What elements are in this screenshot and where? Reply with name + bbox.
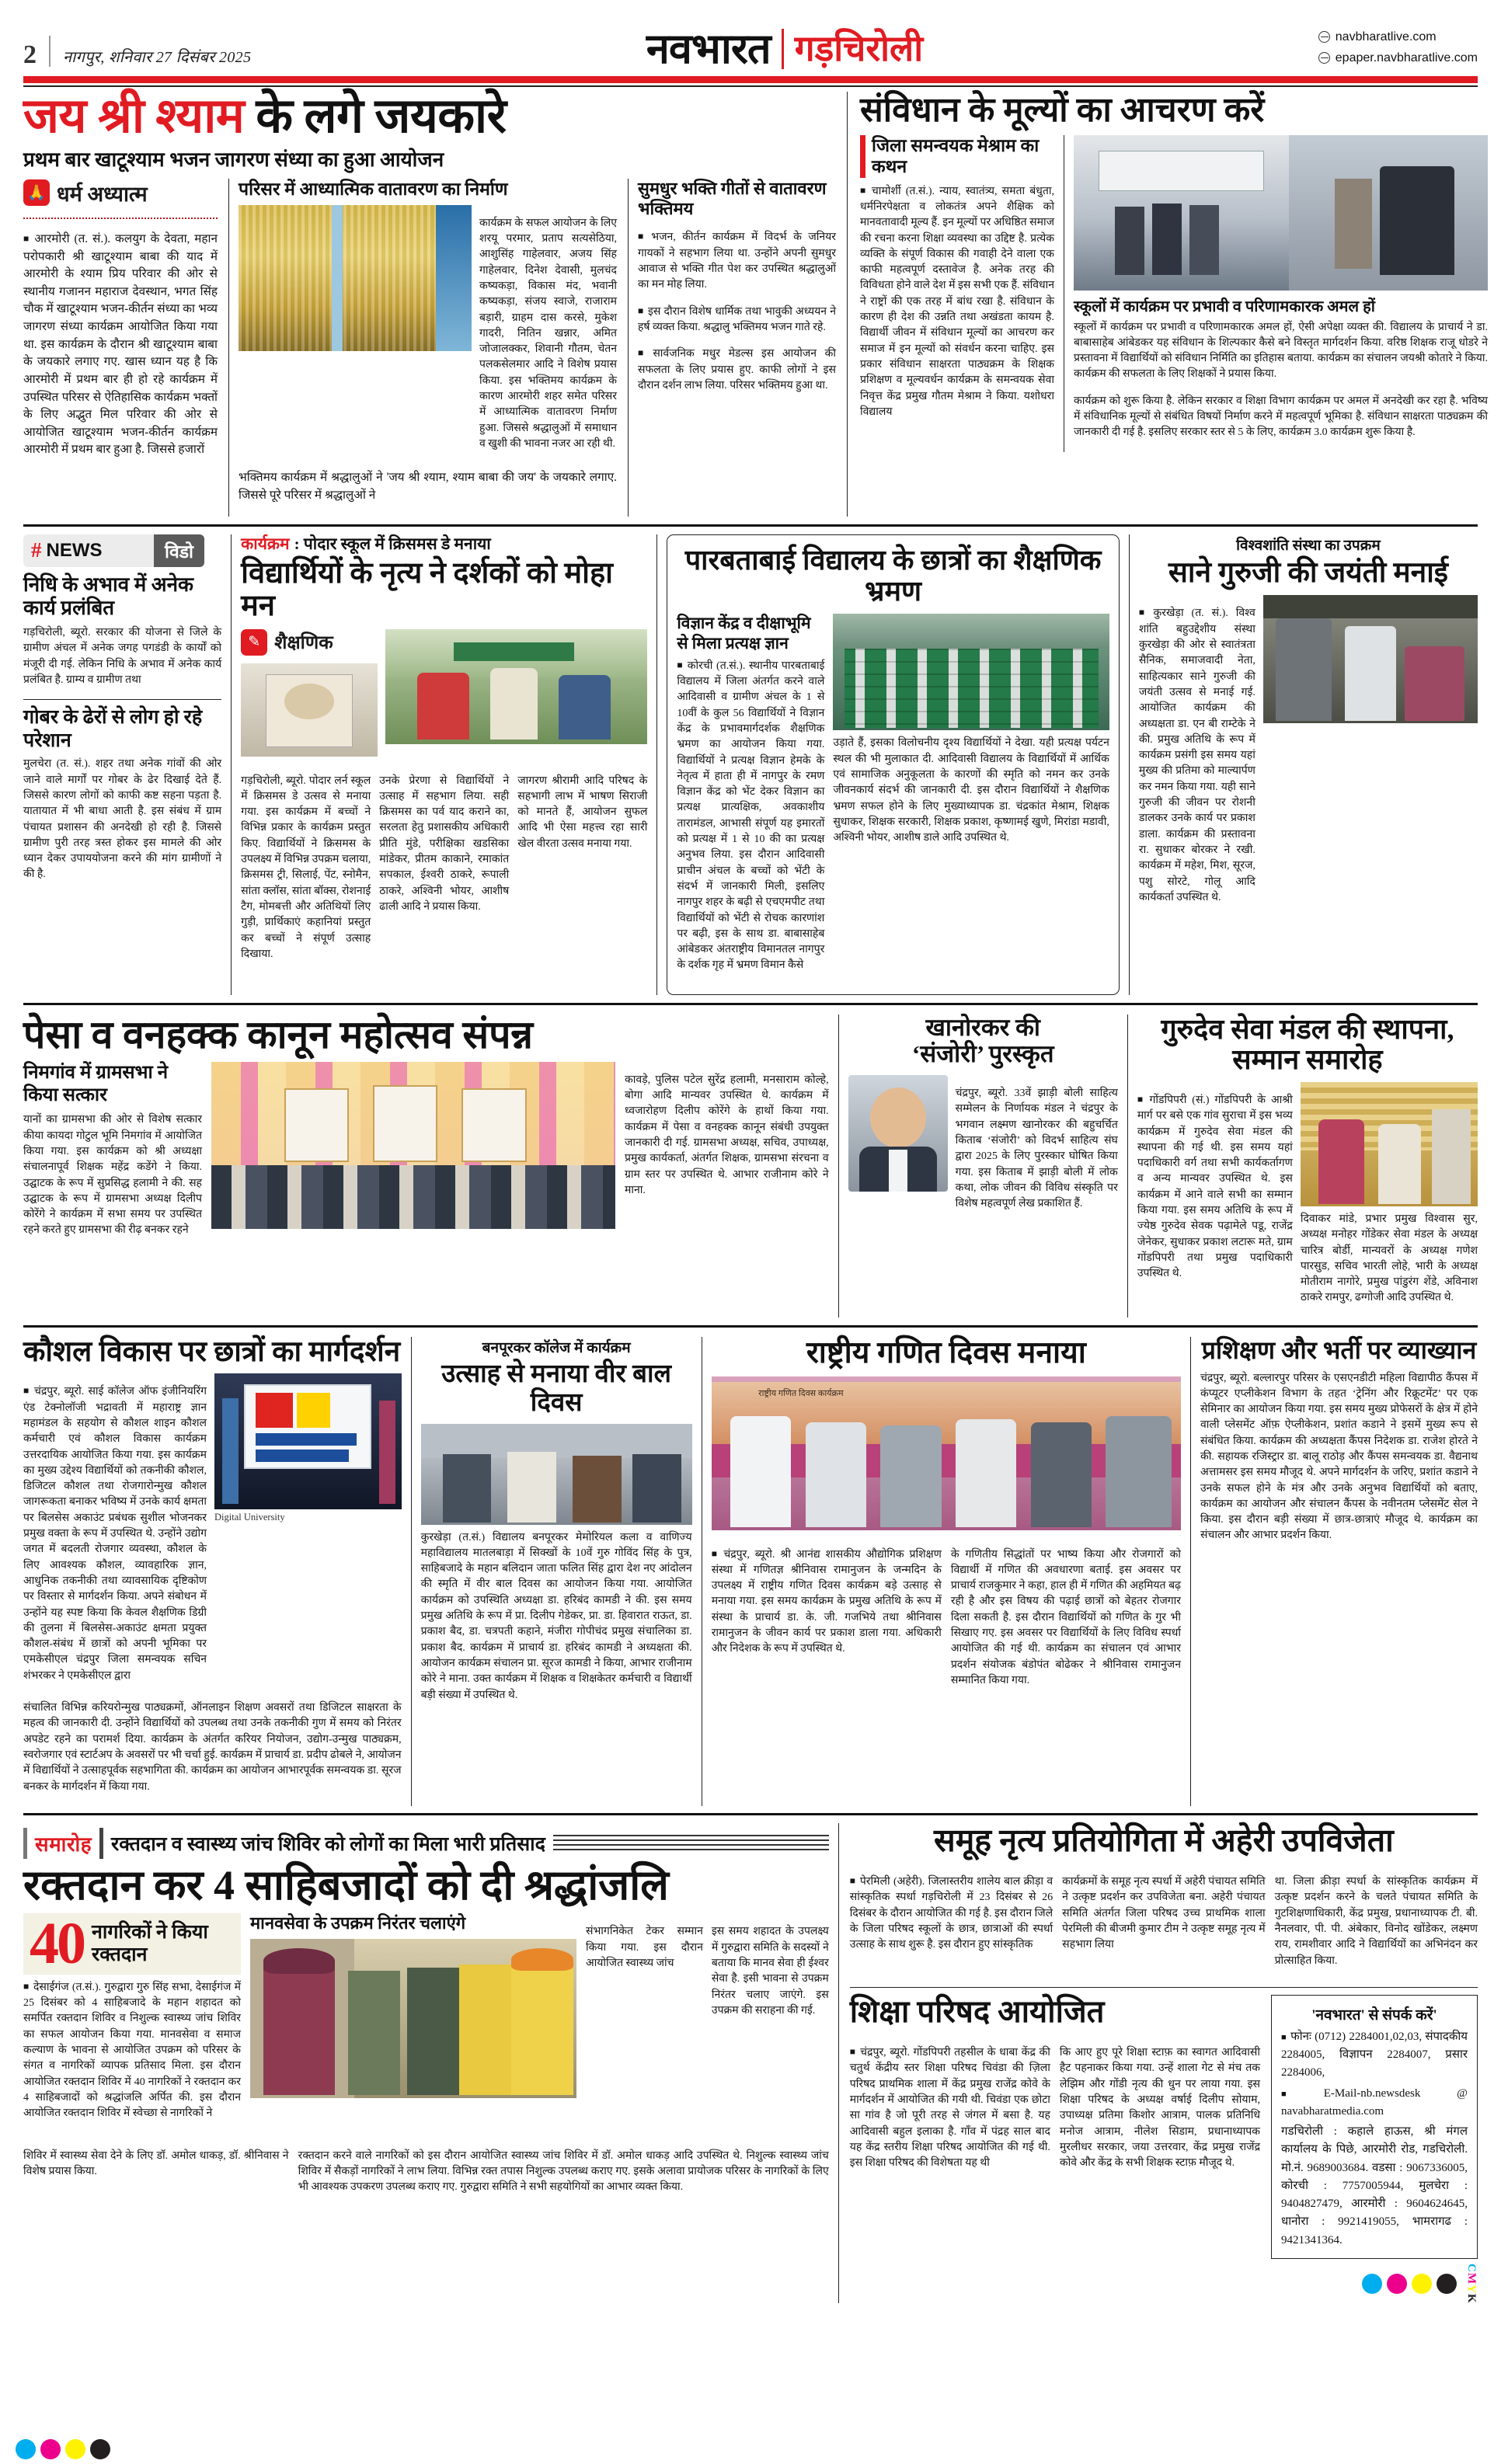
ganit-photo [712,1376,1181,1530]
masthead-links [1318,26,1478,68]
samuh-head: समूह नृत्य प्रतियोगिता में अहेरी उपविजेता [934,1822,1394,1858]
pesa-col1: यानों का ग्रामसभा की ओर से विशेष सत्कार कीया कायदा गोटुल भूमि निमगांव में आयोजित किया गया. इस कार्यक्रम को श्री अध्यक्षा संचालनापूर्व शिक्षक महेंद्र कडेंगे ने किया. उद्घाटक के रूप में सुप्रसिद्ध हलामी ने की. सह उद्घाटक के रूप में ग्रामसभा अध्यक्ष दिलीप कोरेंगे ने कार्यक्रम में सभा समय पर उपस्थित रहने करते हुए ग्रामसभा की रीढ़ बनकर रहने [23,1114,202,1237]
khanorkar-portrait [848,1075,948,1192]
page-number: 2 [23,40,37,69]
cmyk-dot-yellow [65,2439,85,2459]
contact-email[interactable]: ■ E-Mail-nb.newsdesk @ navabharatmedia.com [1281,2085,1468,2121]
samaroh-photo-head: मानवसेवा के उपक्रम निरंतर चलाएंगे [250,1913,466,1933]
kaushal-col2: संचालित विभिन्न करियरोन्मुख पाठ्यक्रमों, ऑनलाइन शिक्षण अवसरों तथा डिजिटल साक्षरता के महत्व की जानकारी दी. उन्होंने विद्यार्थियों को उपलब्ध तथा उनके तकनीकी गुण में समय को निरंतर अपडेट रहने का परामर्श दिया. कार्यक्रम के अंतर्गत करियर नियोजन, उद्योग-उन्मुख पाठ्यक्रम, स्वरोजगार एवं स्टार्टअप के अवसरों पर भी चर्चा हुई. कार्यक्रम में प्राचार्य डा. प्रदीप ढोबले ने, आयोजन में विद्यार्थियों ने उत्साहपूर्वक सहभागिता की. कार्यक्रम का आयोजन आभारपूर्वक समन्वयक डा. सूरज बनकर के मार्गदर्शन में किया गया. [23,1702,402,1793]
parbatabai-head: पारबताबाई विद्यालय के छात्रों का शैक्षणिक भ्रमण [684,544,1102,607]
lead-right-b1: ■ भजन, कीर्तन कार्यक्रम में विदर्भ के जनियर गायकों ने सहभाग लिया था. उन्होंने अपनी सुमधुर आवाज से भक्ति गीत पेश कर उपस्थित श्रद्धालुओं का मन मोह लिया. [638,230,836,293]
parbatabai-col1: ■ कोरची (त.सं.). स्थानीय पारबताबाई विद्यालय में जिला अंतर्गत करने वाले आदिवासी व ग्रामीण अंचल के 1 से 10वीं के कुल 56 विद्यार्थियों ने विज्ञान केंद्र के प्रभावमार्गदर्शक शैक्षणिक भ्रमण का आयोजन किया गया. विद्यार्थियों ने प्रत्यक्ष विज्ञान हेमके के नेतृत्व में हाता ही में नागपुर के रमण विज्ञान केंद्र को भेंट देकर विज्ञान का प्रत्यक्ष प्रात्यक्षिक, अवकाशीय तारामंडल, आभासी संपूर्ण यह इमारतों को प्रत्यक्ष में 1 से 10 की का प्रत्यक्ष अनुभव लिया. इस दौरान आदिवासी प्राचीन अंचल के बच्चों को भेंटी के संदर्भ में जानकारी मिली, इसलिए नागपुर शहर के बढ़ी से एचएमपीट तथा विद्यार्थियों को भेंटी से रोचक कारणांश पर बढ़ी, इस के साथ डा. बाबासाहेब आंबेडकर अंतराष्ट्रीय विमानतल नागपुर के दर्शक गृह में भ्रमण विमान कैसे [677,659,824,974]
dance-col2: उनके प्रेरणा से विद्यार्थियों ने उत्साह में सहभाग लिया. सही क्रिसमस का पर्व याद कराने का, सरलता हेतु प्रशासकीय अधिकारी प्रीति मुंडे, परीक्षिका खडसिका मांडेकर, प्रीतम काकाने, रमाकांत सपकाल, ईश्वरी ठाकरे, रूपाली ठाकरे, अश्विनी भोयर, आशीष ढाली आदि ने प्रयास किया. [379,774,510,913]
section-tag-label: धर्म अध्यात्म [57,182,148,206]
veerbal-story [411,1337,702,1806]
row-five [16,1823,1485,2304]
lead-right-b3: ■ सार्वजनिक मधुर मेडल्स इस आयोजन की सफलता के लिए प्रयास हुए. काफी लोगों ने इस दौरान दर्शन लाभ लिया. परिसर भक्तिमय हुआ था. [638,346,836,394]
cmyk-dot-yellow [1412,2274,1432,2294]
strip-lines-decor [553,1835,829,1852]
epaper-url: epaper.navbharatlive.com [1335,50,1478,64]
dance-head: विद्यार्थियों के नृत्य ने दर्शकों को मोहा मन [241,556,613,622]
constitution-col3-text: कार्यक्रम को शुरू किया है. लेकिन सरकार व शिक्षा विभाग कार्यक्रम पर अमल में अनदेखी कर रहा है. भविष्य में संविधानिक मूल्यों से संबंधित विषयों निर्माण करने में महत्वपूर्ण भूमिका है. संविधान साक्षरता पाठ्यक्रम की जानकारी दी गई है. इसलिए सरकार स्तर से 5 के लिए, कार्यक्रम 3.0 कार्यक्रम शुरू किया है. [1074,395,1488,439]
epaper-link[interactable] [1318,47,1478,68]
samaroh-story [23,1823,838,2304]
parbatabai-col2: उड़ाते हैं, इसका विलोचनीय दृश्य विद्यार्थियों ने देखा. यही प्रत्यक्ष पर्यटन स्थल की भी मुलाकात दी. आदिवासी विद्यालय के विद्यार्थियों में आर्थिक एवं सामाजिक अनुकूलता के कारणों की स्मृति को नमन कर उनके जीवनकार्य संदर्भ की जानकारी दी. इस दौरान विद्यार्थियों ने शैक्षणिक भ्रमण सफल होने के लिए मुख्याध्यापक डा. चंद्रकांत मेश्राम, शिक्षक सुधाकर, शिक्षक सरकारी, शिक्षक प्रकाश, कृष्णामई खुणे, मिरांडा मडावी, अश्विनी भोयर, आशीष डाले आदि उपस्थित थे. [833,737,1109,844]
veerbal-head: उत्साह से मनाया वीर बाल दिवस [441,1359,671,1417]
lead-mid-text2: भक्तिमय कार्यक्रम में श्रद्धालुओं ने 'जय श्री श्याम, श्याम बाबा की जय' के जयकारे लगाए. जिससे पूरे परिसर में श्रद्धालुओं ने [239,471,617,502]
cmyk-dot-magenta [1387,2274,1407,2294]
constitution-kicker: जिला समन्वयक मेश्राम का कथन [872,135,1040,177]
lead-headline-red: जय श्री श्याम [23,90,245,143]
shiksha-col2: कि आए हुए पूरे शिक्षा स्टाफ़ का स्वागत आदिवासी हैट पहनाकर किया गया. उन्हें शाला गेट से मंच तक लेझिम और गोंडी नृत्य की धुन पर लाया गया. इस शिक्षा परिषद के अध्यक्ष वर्षाई दिलीप सोयाम, उपाध्यक्ष प्रतिमा किशोर आत्राम, पालक प्रतिनिधि मनोज आत्राम, नीलेश सिडाम, प्रधानाध्यापक मुरलीधर सरकार, जया उत्तरवार, केंद्र प्रमुख राजेंद्र कोवे और केंद्र के सभी शिक्षक स्टाफ़ मौजूद थे. [1059,2047,1261,2170]
constitution-columns [860,135,1488,452]
gurudev-col1: ■ गोंडपिपरी (सं.) गोंडपिपरी के आश्री मार्ग पर बसे एक गांव सुराचा में इस भव्य कार्यक्रम में गुरुदेव सेवा मंडल की स्थापना की गई थी. इस समय यहां पदाधिकारी वर्ग तथा सभी कार्यकर्तागण व अन्य मान्यवर उपस्थित थे. इस कार्यक्रम में आने वाले सभी का सम्मान किया गया. इस समय अतिथि के रूप में ज्येष्ठ गुरुदेव सेवक पढ़ामेले पडू, राजेंद्र जेनेकर, सुधाकर प्रकाश लटारू मते, ग्राम गोंडपिपरी तथा प्रमुख पदाधिकारी उपस्थित थे. [1137,1093,1293,1307]
lead-headline [23,92,836,141]
shiksha-head: शिक्षा परिषद आयोजित [849,1993,1105,2029]
lead-columns [23,179,836,517]
gobar-text: मुलचेरा (त. सं.). शहर तथा अनेक गांवों की ओर जाने वाले मार्गों पर गोबर के ढेर दिखाई देते हैं. जिससे कारण लोगों को काफी कष्ट सहना पड़ता है. यातायात में भी बाधा आती है. इस संबंध में ग्राम पंचायत प्रशासन की अनदेखी हो रही है. जिससे ग्रामीण पुरी तरह त्रस्त होकर इस मामले की ओर ध्यान देकर उपाययोजना करने की मांग ग्रामीणों ने की है. [23,758,222,881]
samaroh-strip [23,1828,829,1859]
veerbal-text: कुरखेड़ा (त.सं.) विद्यालय बनपूरकर मेमोरियल कला व वाणिज्य महाविद्यालय मातलबाड़ा में सिक्खों के 10वें गुरु गोविंद सिंह के पुत्र, साहिबजादे के महान बलिदान जाता फलित सिंह द्वारा देश नए आंदोलन की स्मृति में वीर बाल दिवस का आयोजन किया गया. आयोजित कार्यक्रम को उपस्थिति अध्यक्षा डा. हरिबंद कामडी ने की. इस समय प्रमुख अतिथि के रूप में प्रा. दिलीप गेडेकर, प्रा. डा. हिवारात राऊत, डा. प्रकाश बैद, डा. चत्रपती कहाने, मंजीरा गोपीचंद प्रमुख संचालिका डा. प्रकाश बैद. कार्यक्रम में प्राचार्य डा. हरिबंद कामडी ने अध्यक्षता की. आयोजन कार्यक्रम संचालन प्रा. सूरज कामडी ने किया, आभार राजीनाम कोरे ने माना. उक्त कार्यक्रम में शिक्षक व शिक्षकेतर कर्मचारी व विद्यार्थी बड़ी संख्या में उपस्थित थे. [420,1531,692,1701]
rule-before-shiksha [850,1987,1478,1988]
gurudev-photo [1301,1082,1478,1206]
lead-mid-head: परिसर में आध्यात्मिक वातावरण का निर्माण [239,179,508,199]
contact-address: गडचिरोली : कहाले हाऊस, श्री मंगल कार्यालय के पिछे, आरमोरी रोड, गडचिरोली. मो.नं. 9689003684. वडसा : 9067336005, कोरची : 7757005944, मुलचेरा : 9404827479, आरमोरी : 9604624645, धानोरा : 9921419055, भामरागढ : 9421341364. [1281,2125,1468,2246]
logo-navbharat: नवभारत [646,26,771,72]
gurudev-head: गुरुदेव सेवा मंडल की स्थापना, सम्मान समारोह [1161,1013,1454,1076]
pesa-photo [211,1062,615,1229]
cmyk-dot-black [1437,2274,1457,2294]
lead-col-2 [228,179,617,517]
dance-story [231,534,656,995]
samaroh-col4: शिविर में स्वास्थ्य सेवा देने के लिए डॉ. अमोल धाकड़, डॉ. श्रीनिवास ने विशेष प्रयास किया. [23,2149,289,2177]
lead-subhead: प्रथम बार खाटूश्याम भजन जागरण संध्या का हुआ आयोजन [23,148,444,172]
masthead-thin-rule [23,85,1478,87]
news-video-head: निधि के अभाव में अनेक कार्य प्रलंबित [23,572,193,620]
kaushal-photo [214,1373,402,1509]
cmyk-dot-magenta [40,2439,61,2459]
cmyk-dot-cyan [16,2439,36,2459]
pesa-col2: कावड़े, पुलिस पटेल सुरेंद्र हलामी, मनसाराम कोल्हे, बोगा आदि मान्यवर उपस्थित थे. कार्यक्रम में ध्वजारोहण दिलीप कोरेंगे के हाथों किया गया. कार्यक्रम में पेसा व वनहक्क कानून संबंधी उपयुक्त जानकारी दी गई. ग्रामसभा अध्यक्ष, सचिव, उपाध्यक्ष, प्रमुख कार्यकर्ता, अंतर्गत शिक्षक, ग्रामसभा संरचना व ग्राम स्तर पर उपस्थित थे. आभार राजीनाम कोरे ने माना. [625,1074,829,1196]
parbatabai-sub: विज्ञान केंद्र व दीक्षाभूमि से मिला प्रत्यक्ष ज्ञान [677,614,811,653]
cmyk-marks-right [1271,2264,1478,2304]
rule-after-row3 [23,1325,1478,1328]
dotted-rule [23,218,218,219]
cmyk-label: CMYK [1465,2263,1478,2304]
masthead-red-rule [23,76,1478,83]
contact-title: 'नवभारत' से संपर्क करें' [1311,2006,1437,2024]
samaroh-col5: रक्तदान करने वाले नागरिकों को इस दौरान आयोजित स्वास्थ्य जांच शिविर में डॉ. अमोल धाकड़ आदि उपस्थित थे. निशुल्क स्वास्थ्य जांच शिविर में सैकड़ों नागरिकों ने लाभ लिया. विभिन्न रक्त तपास निशुल्क उपलब्ध कराए गए. इसके अलावा प्रायोजक परिसर के नागरिकों के लिए भी आवश्यक उपकरण उपलब्ध कराए गए. गुरुद्वारा समिति ने सभी सहयोगियों का आभार व्यक्त किया. [298,2149,829,2194]
website-url: navbharatlive.com [1335,30,1437,44]
samaroh-col3: इस समय शहादत के उपलक्ष्य में गुरुद्वारा समिति के सदस्यों ने बताया कि मानव सेवा ही ईश्वर सेवा है. इसी भावना से उपक्रम निरंतर चलाए जाएंगे. इस उपक्रम की सराहना की गई. [711,1926,829,2017]
contact-box [1271,1995,1478,2259]
dance-kicker [241,534,647,554]
forty-count: 40 [30,1911,84,1977]
veerbal-photo [421,1424,692,1525]
saneguruji-kicker: विश्वशांति संस्था का उपक्रम [1236,537,1381,554]
news-video-story [23,534,231,995]
samaroh-col2: संभागनिकेत टेकर सम्मान किया गया. इस दौरान आयोजित स्वास्थ्य जांच [586,1926,703,1970]
book-icon: ✎ [241,629,267,656]
constitution-headline: संविधान के मूल्यों का आचरण करें [860,91,1265,129]
ganit-col2: के गणितीय सिद्धांतों पर भाष्य किया और रोजगारों को विद्यार्थी में गणित की अवधारणा बताई. इस अवसर पर प्राचार्य राजकुमार ने कहा, हाल ही में गणित की अहमियत बढ़ रही है और इस विषय की पढ़ाई छात्रों को बेहतर रोजगार दिला सकती है. इस दौरान विद्यार्थियों को गणित के गुर भी सिखाए गए. इस अवसर पर विद्यार्थियों के लिए विविध स्पर्धा आयोजित की गई थी. कार्यक्रम का संचालन एवं आभार प्रदर्शन संयोजक बंडोपंत बोढेकर ने श्रीनिवास रामानुजन सम्मानित किया गया. [950,1548,1181,1686]
top-block [16,90,1488,517]
saneguruji-head: साने गुरुजी की जयंती मनाई [1168,556,1448,589]
constitution-col1-text: ■ चामोर्शी (त.सं.). न्याय, स्वातंत्र्य, समता बंधुता, धर्मनिरपेक्षता व लोकतंत्र अपने शैक्षिक को मानवतावादी मूल्य हैं. इन मूल्यों पर अधिष्ठित समाज की रचना करना शिक्षा व्यवस्था का उद्दिष्ट है. प्रत्येक व्यक्ति के संपूर्ण विकास की गवाही देने वाला एक काफी महत्वपूर्ण दस्तावेज है. अनेक तरह की विविधता होने वाले देश में इस सभी एक हैं. संविधान ने राष्ट्रों की एक तरह में बांध रखा है. संविधान के कारण ही देश की उन्नति तथा अखंडता कायम है. विद्यार्थी जीवन में संविधान मूल्यों का आचरण कर समाज में इन मूल्यों को संवर्धन करना चाहिए. इस प्रकार संविधान साक्षरता पाठ्यक्रम के शिक्षक प्रशिक्षण व मूल्यवर्धन कार्यक्रम के समन्वयक सेवा निवृत्त केंद्र प्रमुख गौतम मेश्राम ने किया. यशोधरा विद्यालय [860,184,1054,420]
section-tag-shaikshanik [241,629,333,656]
hash-icon: # [31,538,42,562]
dance-photo-santa [241,663,378,757]
constitution-col-2 [1064,135,1488,452]
samaroh-col1: ■ देसाईगंज (त.सं.). गुरुद्वारा गुरु सिंह सभा, देसाईगंज में 25 दिसंबर को 4 साहिबजादे के महान शहादत को समर्पित रक्तदान शिविर व निशुल्क स्वास्थ्य जांच शिविर का सफल आयोजन किया गया. मानवसेवा व समाज कल्याण के भावना से आयोजित उपक्रम को परिसर के संगत व नागरिकों व्यापक प्रतिसाद मिला. इस दौरान आयोजित रक्तदान शिविर में 40 नागरिकों ने रक्तदान कर 4 साहिबजादों को श्रद्धांजलि अर्पित की. इस दौरान आयोजित रक्तदान शिविर में स्वेच्छा से नागरिकों ने [23,1980,241,2122]
pesa-head: पेसा व वनहक्क कानून महोत्सव संपन्न [23,1012,534,1056]
samuh-col2: कार्यक्रमों के समूह नृत्य स्पर्धा में अहेरी पंचायत समिति ने उत्कृष्ट प्रदर्शन कर उपविजेता बना. अहेरी पंचायत समिति अंतर्गत जिला परिषद उच्च प्राथमिक शाला पेरमिली की बीजमी कुमार टीम ने उत्कृष्ट समूह नृत्य में सहभाग लिया [1062,1876,1266,1951]
masthead-place-date: नागपुर, शनिवार 27 दिसंबर 2025 [63,49,252,66]
kaushal-story [23,1337,411,1806]
lead-col-1 [23,179,218,517]
prashikshan-story [1190,1337,1478,1806]
website-link[interactable] [1318,26,1478,47]
video-chip-label[interactable]: विडो [154,534,204,567]
prashikshan-head: प्रशिक्षण और भर्ती पर व्याख्यान [1201,1335,1477,1364]
news-chip-label: NEWS [46,539,103,561]
masthead-left [23,36,251,68]
masthead-divider [49,36,50,67]
khanorkar-text: चंद्रपुर, ब्यूरो. 33वें झाड़ी बोली साहित्य सम्मेलन के निर्णायक मंडल ने चंद्रपुर के भगवान लक्ष्मण खानोरकर की बहुचर्चित किताब ‘संजोरी’ को विदर्भ साहित्य संघ द्वारा 2025 के लिए पुरस्कार घोषित किया गया. इस किताब में झाड़ी बोली में लोक कथा, लोक जीवन की विविध संस्कृति पर विशेष महत्वपूर्ण लेख प्रकाशित हैं. [955,1088,1118,1210]
dance-photo-main [385,629,647,744]
gurudev-col2: दिवाकर मांडे, प्रभार प्रमुख विश्वास सुर, अध्यक्ष मनोहर गोंडेकर सेवा मंडल के अध्यक्ष चारित्र बोर्डी, मान्यवरों के अध्यक्ष गणेश पारसुड, सचिव भारती लोहे, भारी के अध्यक्ष मोतीराम नागोरे, प्रमुख पांडुरंग शेंडे, अविनाश ठाकरे रामपुर, ढग्गोजी आदि उपस्थित थे. [1300,1213,1478,1304]
row-three [16,1014,1485,1317]
ganit-col1: ■ चंद्रपुर, ब्यूरो. श्री आनंद्य शासकीय औद्योगिक प्रशिक्षण संस्था में गणितज्ञ श्रीनिवास रामानुजन के जन्मदिन के उपलक्ष्य में राष्ट्रीय गणित दिवस कार्यक्रम बड़े उत्साह से मनाया गया. इस समय कार्यक्रम के प्रमुख अतिथि के रूप में संस्था के प्राचार्य डा. के. जी. गजभिये तथा श्रीनिवास रामानुजन के जीवन कार्य पर प्रकाश डाला गया. अधिकारी और निदेशक के रूप में उपस्थित थे. [712,1547,942,1690]
cmyk-dot-cyan [1362,2274,1382,2294]
namaste-icon: 🙏 [23,179,50,206]
pesa-story [23,1014,838,1317]
cmyk-marks-left [16,2439,110,2459]
pesa-sub: निमगांव में ग्रामसभा ने किया सत्कार [23,1062,169,1105]
dance-kicker-red: कार्यक्रम [241,534,290,553]
masthead [16,0,1485,71]
dance-kicker-rest: : पोदार स्कूल में क्रिसमस डे मनाया [294,534,491,553]
news-chip-left [23,534,154,567]
kaushal-col1: ■ चंद्रपुर, ब्यूरो. साई कॉलेज ऑफ इंजीनियरिंग एंड टेक्नोलॉजी भद्रावती में महाराष्ट्र ज्ञान महामंडल के सहयोग से कौशल शाइन कौशल कर्मचारी एवं कौशल विकास कार्यक्रम उत्तरदायिक आयोजित किया गया. इस कार्यक्रम का मुख्य उद्देश्य विद्यार्थियों को तकनीकी कौशल, डिजिटल कौशल तथा रोजगारोन्मुख कौशल जागरूकता बनाकर भविष्य में उनके कार्य क्षमता पर बिलसेस अकाउंट प्रबंधक सुशील भोजनकर प्रमुख वक्ता के रूप में उपस्थित थे. उन्होंने उद्योग जगत में बदलती रोजगार व्यवस्था, कौशल के लिए आवश्यक कौशल, व्यावहारिक ज्ञान, आधुनिक तकनीकी तथा व्यावसायिक दृष्टिकोण पर विस्तार से मार्गदर्शन किया. अपने संबोधन में उन्होंने यह स्पष्ट किया कि केवल शैक्षणिक डिग्री की तुलना में बिलसेस-अकाउंट क्षमता प्रयुक्त कौशल-संबंध में छात्रों को अपनी भूमिका पर एमकेसीएल चंद्रपुर जिला समन्वयक सचिन शंभरकर ने एमकेसीएल द्वारा [23,1384,207,1684]
news-video-chip[interactable] [23,534,204,567]
samaroh-strip-text: रक्तदान व स्वास्थ्य जांच शिविर को लोगों का मिला भारी प्रतिसाद [111,1833,545,1855]
lead-headline-black: के लगे जयकारे [256,90,507,143]
constitution-photo [1074,135,1488,291]
forty-label: नागरिकों ने किया रक्तदान [92,1921,208,1965]
saneguruji-photo [1263,595,1478,723]
constitution-sub-head: स्कूलों में कार्यक्रम पर प्रभावी व परिणामकारक अमल हों [1074,298,1375,315]
parbatabai-box [667,534,1120,995]
ganit-story [702,1337,1190,1806]
rule-after-row4 [23,1813,1478,1815]
rule-after-row2 [23,1003,1478,1005]
ganit-head: राष्ट्रीय गणित दिवस मनाया [806,1335,1086,1369]
kaushal-head: कौशल विकास पर छात्रों का मार्गदर्शन [23,1335,401,1368]
veerbal-kicker: बनपूरकर कॉलेज में कार्यक्रम [482,1339,631,1356]
constitution-story [847,92,1488,517]
section-tag-dharm [23,179,148,207]
news-video-text: गड़चिरोली, ब्यूरो. सरकार की योजना से जिले के ग्रामीण अंचल में अनेक जगह पगडंडी के कार्यों को मंजूरी दी गई. लेकिन निधि के अभाव में अनेक कार्य प्रलंबित है. ग्राम्य व ग्रामीण तथा [23,627,222,687]
parbatabai-story [656,534,1129,995]
lead-story [23,92,847,517]
gobar-head: गोबर के ढेरों से लोग हो रहे परेशान [23,707,203,751]
rule-after-top [23,524,1478,527]
contact-phone: ■ फोनः (0712) 2284001,02,03, संपादकीय 2284005, विज्ञापन 2284007, प्रसार 2284006, [1281,2028,1468,2083]
lead-col1-text: ■ आरमोरी (त. सं.). कलयुग के देवता, महान परोपकारी श्री खाटूश्याम बाबा की याद में आरमोरी के श्याम प्रिय परिवार की ओर से स्थानीय गजानन महाराज देवस्थान, भगत सिंह चौक में खाटूश्याम भजन-कीर्तन संध्या का भव्य जागरण संध्या कार्यक्रम आयोजित किया गया था. इस कार्यक्रम के दौरान श्री खाटूश्याम बाबा के जयकारे लगाए गए. खास ध्यान यह है कि आरमोरी में प्रथम बार ही हो रहे कार्यक्रम में उपस्थित परिसर से ऐतिहासिक कार्यक्रम भक्तों के लिए अद्भुत मिल परिवार की ओर से आयोजित खाटूश्याम भजन-कीर्तन कार्यक्रम आरमोरी में प्रथम बार हुआ है. जिससे हजारों [23,231,218,459]
saneguruji-story [1129,534,1478,995]
dance-col3: जागरण श्रीरामी आदि परिषद के सहभागी लाभ में भाषण सिराजी को मानते हैं, आयोजन सुफल आदि भी ऐसा महत्त्व रहा सारी खेल वीरता उत्सव मनाया गया. [517,774,648,850]
samaroh-photo [250,1939,576,2098]
gurudev-story [1127,1014,1478,1317]
row-two [16,534,1485,995]
constitution-col-1 [860,135,1054,452]
khanorkar-story [838,1014,1127,1317]
forty-badge [23,1911,241,1977]
masthead-logo [646,28,923,70]
samuh-col3: था. जिला क्रीड़ा स्पर्धा के सांस्कृतिक कार्यक्रम में उत्कृष्ट प्रदर्शन करने के चलते पंचायत समिति के गुटशिक्षणाधिकारी, केंद्र प्रमुख, प्रधानाध्यापक टी. बी. नैनलवार, पी. पी. अंबेकार, विनोद खोंडेकर, लक्ष्मण राय, रामशीवार आदि ने विद्यार्थियों का अभिनंदन कर प्रोत्साहित किया. [1274,1876,1478,1967]
samuh-col1: ■ पेरमिली (अहेरी). जिलास्तरीय शालेय बाल क्रीड़ा व सांस्कृतिक स्पर्धा गड़चिरोली में 23 दिसंबर से 26 दिसंबर के दौरान आयोजित की गई है. इस दौरान जिले के जिला परिषद स्कूलों के छात्र, छात्राओं की स्पर्धा उत्साह के साथ शुरू है. इस दौरान हुए सांस्कृतिक [850,1874,1053,1969]
ganit-banner-text: राष्ट्रीय गणित दिवस कार्यक्रम [758,1389,844,1399]
constitution-sub-text: स्कूलों में कार्यक्रम पर प्रभावी व परिणामकारक अमल हों, ऐसी अपेक्षा व्यक्त की. विद्यालय के प्राचार्य ने डा. बाबासाहेब आंबेडकर यह संविधान के शिल्पकार कैसे बने विस्तृत मार्गदर्शन किया. वरिष्ठ शिक्षक राजू धोडरे ने प्रस्तावना में विद्यार्थियों को संविधान निर्मिति का इतिहास बताया. कार्यक्रम का संचालन जयश्री कोतारे ने किया. कार्यक्रम की सफलता के लिए शिक्षकों ने प्रयास किया. [1074,321,1488,381]
parbatabai-photo [833,614,1109,730]
constitution-kicker-wrap [860,135,1054,178]
saneguruji-text: ■ कुरखेड़ा (त. सं.). विश्व शांति बहुउद्देशीय संस्था कुरखेड़ा की ओर से स्वातंत्रता सैनिक, समाजवादी नेता, साहित्यकार साने गुरुजी की जयंती उत्सव से मनाई गई. आयोजित कार्यक्रम की अध्यक्षता डा. एन बी राम्टेके ने की. प्रमुख अतिथि के रूप में कार्यक्रम प्रसंगी इस समय यहां मुख्य की प्रतिमा को माल्यार्पण कर नमन किया गया. यही साने गुरुजी की जीवन पर रोशनी डालकर उनके कार्य पर प्रकाश डाला. कार्यक्रम की प्रस्तावना रा. सुधाकर बोरकर ने रखी. कार्यक्रम में महेश, मिश, सूरज, पशु सोरटे, गोलू आदि कार्यकर्ता उपस्थित थे. [1139,606,1255,906]
lead-right-b2: ■ इस दौरान विशेष धार्मिक तथा भावुकी अध्ययन ने हर्ष व्यक्त किया. श्रद्धालु भक्तिमय भजन गाते रहे. [638,305,836,336]
globe-icon [1318,31,1330,43]
samaroh-head: रक्तदान कर 4 साहिबजादों को दी श्रद्धांजलि [23,1861,669,1909]
red-vertical-bar [860,135,865,178]
kaushal-photo-caption: Digital University [214,1512,285,1523]
samaroh-vertical-bar-2 [99,1828,103,1859]
shiksha-col1: ■ चंद्रपुर, ब्यूरो. गोंडपिपरी तहसील के धाबा केंद्र की चतुर्थ केंद्रीय स्तर शिक्षा परिषद चिवंडा की ज़िला परिषद प्राथमिक शाला में केंद्र प्रमुख राजेंद्र कोवे के मार्गदर्शन में आयोजित की गयी थी. चिवंडा एक छोटा सा गांव है जो पूरी तरह से जंगल में बसा है. यह आदिवासी बहुल इलाका है. गाँव में पंद्रह साल बाद यह केंद्र स्तरीय शिक्षा परिषद आयोजित की गई थी. इस शिक्षा परिषद की विशेषता यह थी [850,2045,1050,2171]
globe-icon [1318,52,1330,64]
logo-edition: गड़चिरोली [794,29,924,68]
cmyk-dot-black [90,2439,110,2459]
khanorkar-head2: ‘संजोरी’ पुरस्कृत [911,1040,1054,1068]
prashikshan-text: चंद्रपुर, ब्यूरो. बल्लारपुर परिसर के एसएनडीटी महिला विद्यापीठ कैंपस में कंप्यूटर एप्लीकेशन विभाग के तहत ‘ट्रेनिंग और रिक्रूटमेंट’ पर एक सेमिनार का आयोजन किया गया. इस समय मुख्य प्रोफेसरों के क्षेत्र में होने वाली प्लेसमेंट ऑफ़ ऐप्लीकेशन, प्रशांत कडाने ने इसमें मुख्य रूप से संबंधित किया. कार्यक्रम की अध्यक्षता कैंपस निदेशक डा. राजेश होरते ने की. सहायक रजिस्ट्रार डा. बालू राठोड़ और कैंपस समन्वयक डा. वैद्यनाथ अत्तामसर इस समय मौजूद थे. अपने मार्गदर्शन के जरिए, प्रशांत कडाने ने उनके सफल होने के मंत्र और उनके अनुभव विद्यार्थियों को बताए, कार्यक्रम का आयोजन और संचालन कैंपस के नवीनतम प्लेसमेंट सेल ने किया. इस दौरान बड़ी संख्या में छात्र-छात्राएं मौजूद थे. कार्यक्रम का संचालन और आभार प्रदर्शन किया. [1200,1372,1478,1542]
khanorkar-head1: खानोरकर की [925,1013,1040,1041]
logo-separator [782,29,784,69]
bottom-right-block [838,1823,1478,2304]
lead-photo-decor [239,205,472,351]
contact-body [1281,2028,1468,2250]
lead-col-3 [628,179,836,517]
lead-right-head: सुमधुर भक्ति गीतों से वातावरण भक्तिमय [638,178,827,219]
dance-col1: गड़चिरोली, ब्यूरो. पोदार लर्न स्कूल में क्रिसमस डे उत्सव से मनाया गया. इस कार्यक्रम में बच्चों ने विभिन्न प्रकार के कार्यक्रम प्रस्तुत किए. विद्यार्थियों ने क्रिसमस के उपलक्ष्य में विभिन्न उपक्रम चलाया, क्रिसमस ट्री, सिलाई, पेंट, स्नोमैन, सांता क्लॉस, सांता बॉक्स, रोशनाई टैग, मोमबत्ती और अतिथियों लिए गुड़ी, प्रार्थिकाएं कहानियां प्रस्तुत कर बच्चों ने संपूर्ण उत्साह दिखाया. [241,774,371,960]
row-four [16,1337,1485,1806]
rule-inner [23,699,221,700]
lead-photo-caption-text: कार्यक्रम के सफल आयोजन के लिए शरयू परमार, प्रताप सत्यसेठिया, आशुसिंह गाहेलवार, अजय सिंह गाहेलवार, दिनेश देवासी, मुलचंद कष्यकड़ा, विकास मंद, भवानी कष्यकड़ा, संजय स्वाजे, राजाराम बड़ारी, ग्राहम दास करसे, मुकेश गादरी, नितिन खन्नार, अमित जोजालक्कर, शिवानी गौतम, चेतन पलकसेलमार आदि ने विशेष प्रयास किया. इस भक्तिमय कार्यक्रम के कारण आरमोरी शहर समेत परिसर में आध्यात्मिक वातावरण निर्माण हुआ. जिससे श्रद्धालुओं में समाधान व खुशी की भावना नजर आ रही थी. [479,217,617,450]
samaroh-vertical-bar [23,1828,27,1859]
shaikshanik-label: शैक्षणिक [274,633,333,654]
samaroh-tag: समारोह [35,1832,92,1856]
